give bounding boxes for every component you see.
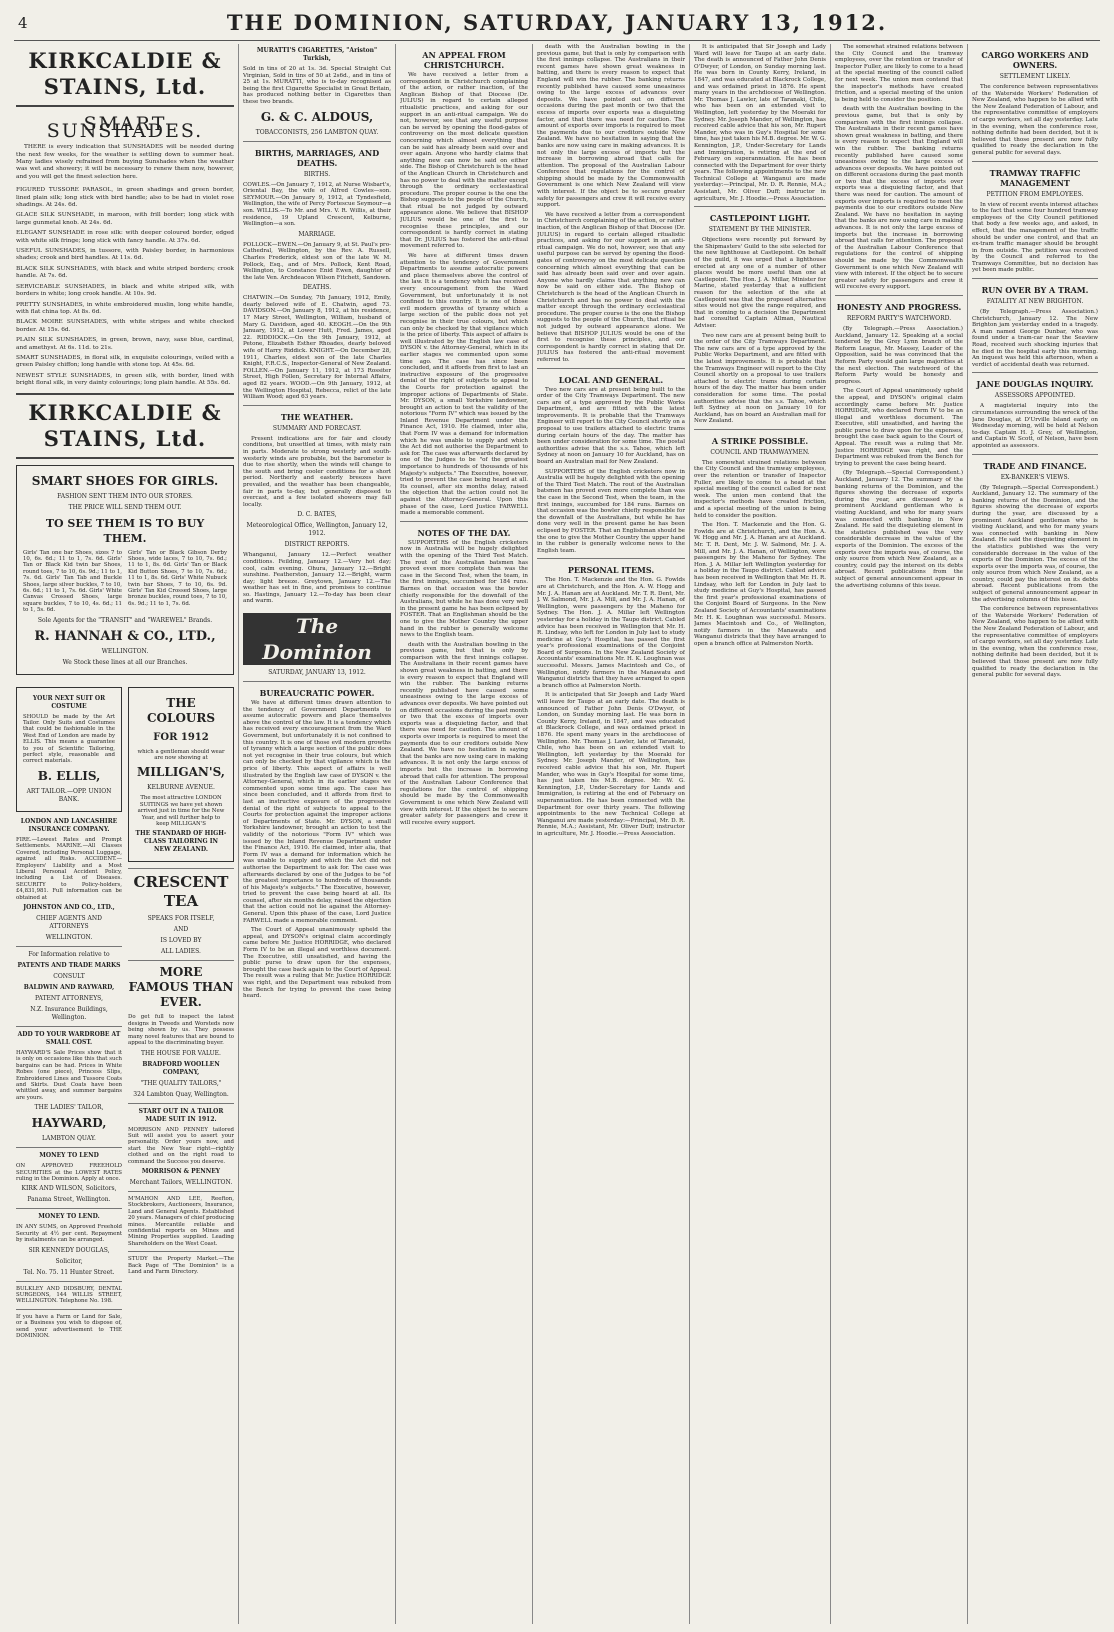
dominion-masthead: The Dominion bbox=[243, 613, 391, 665]
column-3: AN APPEAL FROM CHRISTCHURCH. We have received a letter from a correspondent in Christchurch complaining of the action, or rather inaction, of the Anglican Bishop of that Diocese (Dr. JULIUS) in regard to certain alleged ritualistic practices, and asking for our support in an anti-ritual campaign. We do not, however, see that any useful purpose can be served by opening the flood-gates of controversy on the most delicate question concerning which almost everything that can be said has already been said over and over again. Anyone who hardly claims that anything new can now be said on either side. The Bishop of Christchurch is the head of the Anglican Church in Christchurch and has no power to deal with the matter except through the ordinary ecclesiastical procedure. The proper course is the one the Bishop suggests to the people of the Church, that ritual be not judged by outward appearance alone. We believe that BISHOP JULIUS would be one of the first to recognise these principles, and our correspondent is hardly correct in stating that Dr. JULIUS has fostered the anti-ritual movement referred to. We have at different times drawn attention to the tendency of Government Departments to assume autocratic powers and place themselves above the control of the law. It is a tendency which has received every encouragement from the Ward Government, but unfortunately it is not confined to this country. It is one of those evil modern growths of tyranny which a large section of the public does not yet recognise in their true colours, but which can only be checked by that vigilance which is the price of liberty. This aspect of affairs is well illustrated by the English law case of DYSON v. the Attorney-General, which in its earlier stages we commented upon some time ago. The case has since been concluded, and it affords from first to last an instructive exposure of the progressive denial of the right of subjects to appeal to the Courts for protection against the improper actions of Departments of State. Mr. DYSON, a small Yorkshire landowner, brought an action to test the validity of the notorious "Form IV" which was issued by the Inland Revenue Department under the Finance Act, 1910. He claimed, inter alia, that Form IV was a demand for information which he was unable to supply and which the Act did not authorise the Department to ask for. The case was afterwards declared by one of the Judges to be "of the greatest importance to hundreds of thousands of his Majesty's subjects." The Executive, however, tried to prevent the case being heard at all. Its counsel, after six months delay, raised the objection that the action could not lie against the Attorney-General. Upon this phase of the case, Lord Justice FARWELL made a memorable comment. NOTES OF THE DAY. SUPPORTERS of the English cricketers now in Australia will be hugely delighted with the opening of the Third Test Match. The rout of the Australian batsmen has proved even more complete than was the case in the Second Test, when the team, in the first innings, succumbed for 184 runs. Barnes on that occasion was the bowler chiefly responsible for the downfall of the Australians, but while he has done very well in the present game he has been eclipsed by FOSTER. That an Englishman should be the one to give the Mother Country the upper hand in the rubber is generally welcome news to the English team. death with the Australian bowling in the previous game, but that is only by comparison with the first innings collapse. The Australians in their recent games have shown great weakness in batting, and there is every reason to expect that England will win the rubber. The banking returns recently published have caused some uneasiness owing to the large excess of advances over deposits. We have pointed out on different occasions during the past month or two that the excess of imports over exports was a disquieting factor, and that there was need for caution. The amount of exports over imports is required to meet the payments due to our creditors outside New Zealand. We have no hesitation in saying that the banks are now using care in making advances. It is not only the large excess of imports but the increase in borrowing abroad that calls for attention. The proposal of the Australian Labour Conference that regulations for the control of shipping should be made by the Commonwealth Government is one which New Zealand will view with interest. If the object be to secure greater safety for passengers and crew it will receive every support. bbox=[400, 50, 528, 826]
local-heading: LOCAL AND GENERAL. bbox=[558, 374, 664, 385]
column-divider bbox=[967, 44, 968, 1624]
sunshade-item: PLAIN SILK SUNSHADES, in green, brown, navy, saxe blue, cardinal, and amethyst. At 6s. 11d. to 21s. bbox=[16, 337, 234, 351]
patents-advert: For Information relative to PATENTS AND TRADE MARKS CONSULT BALDWIN AND RAYWARD, PATENT ATTORNEYS, N.Z. Insurance Buildings, Wellington. bbox=[17, 950, 121, 1021]
ellis-advert: YOUR NEXT SUIT OR COSTUME SHOULD be made by the Art Tailor. Only Suits and Costumes that could be fashionable in the West End of London are made by ELLIS. This means a guarantee to you of Scientific Tailoring, perfect style, reasonable and correct materials. B. ELLIS, ART TAILOR.—OPP. UNION BANK. bbox=[16, 687, 122, 812]
notes-heading: NOTES OF THE DAY. bbox=[417, 527, 511, 538]
shoes-right: Girls' Tan or Black Gibson Derby Shoes, wide laces, 7 to 10, 7s. 6d.; 11 to 1, 8s. 6d. Girls' Tan or Black Kid Button Shoes, 7 to 10, 7s. 6d.; 11 to 1, 8s. 6d. Girls' White Nubuck twin bar Shoes, 7 to 10, 6s. 9d. Girls' Tan Kid Crossed Shoes, large bronze buckles, round toes, 7 to 10, 6s. 9d.; 11 to 1, 7s. 6d. bbox=[128, 549, 227, 607]
sunshade-item: PRETTY SUNSHADES, in white embroidered muslin, long white handle, with flat china top. At 8s. 6d. bbox=[16, 301, 234, 315]
sunshades-intro: THERE is every indication that SUNSHADES will be needed during the next few weeks, for the weather is settling down to summer heat. Many ladies wisely refrained from buying Sunshades when the weather was wet and showery; it will be necessary to renew them now, however, and you will get the finest selection here. bbox=[16, 144, 234, 180]
colours-advert: THE COLOURS FOR 1912 which a gentleman should wear are now showing at MILLIGAN'S, KELBURNE AVENUE. The most attractive LONDON SUITINGS we have yet shown arrived just in time for the New Year, and will further help to keep MILLIGAN'S THE STANDARD OF HIGH-CLASS TAILORING IN NEW ZEALAND. bbox=[128, 687, 234, 863]
sunshades-heading: SMART SUNSHADES. bbox=[46, 113, 204, 142]
jane-douglas-heading: JANE DOUGLAS INQUIRY. bbox=[976, 379, 1094, 390]
honesty-heading: HONESTY AND PROGRESS. bbox=[836, 301, 962, 312]
page-number: 4 bbox=[18, 14, 28, 32]
trade-heading: TRADE AND FINANCE. bbox=[983, 460, 1087, 471]
muratti-advert: Sold in tins of 20 at 1s. 3d. Special Straight Cut Virginian, Sold in tins of 50 at 2s6d., and in tins of 25 at 1s. MURATTI, who is to-day recognised as being the first Cigarette Specialist in Great Britain, has produced nothing better in Cigarettes than these two brands. bbox=[243, 66, 391, 105]
masthead-rule bbox=[14, 40, 1100, 41]
column-divider bbox=[830, 44, 831, 1624]
sunshade-item: GLACE SILK SUNSHADE, in maroon, with frill border; long stick with large gunmetal knob. At 24s. 6d. bbox=[16, 212, 234, 226]
tram-accident-heading: RUN OVER BY A TRAM. bbox=[981, 285, 1089, 296]
shoes-heading: SMART SHOES FOR GIRLS. bbox=[31, 473, 219, 488]
column-divider bbox=[532, 44, 533, 1624]
shoes-advert: SMART SHOES FOR GIRLS. FASHION SENT THEM INTO OUR STORES. THE PRICE WILL SEND THEM OUT. TO SEE THEM IS TO BUY THEM. Girls' Tan one bar Shoes, sizes 7 to 10, 6s. 6d.; 11 to 1, 7s. 6d. Girls' Tan or Black Kid twin bar Shoes, round toes, 7 to 10, 6s. 9d.; 11 to 1, 7s. 6d. Girls' Tan Tab and Buckle Shoes, large silver buckles, 7 to 10, 6s. 6d.; 11 to 1, 7s. 6d. Girls' White Canvas Crossed Shoes, large square buckles, 7 to 10, 4s. 6d.; 11 to 1, 5s. 6d. Girls' Tan or Black Gibson Derby Shoes, wide laces, 7 to 10, 7s. 6d.; 11 to 1, 8s. 6d. Girls' Tan or Black Kid Button Shoes, 7 to 10, 7s. 6d.; 11 to 1, 8s. 6d. Girls' White Nubuck twin bar Shoes, 7 to 10, 6s. 9d. Girls' Tan Kid Crossed Shoes, large bronze buckles, round toes, 7 to 10, 6s. 9d.; 11 to 1, 7s. 6d. Sole Agents for the "TRANSIT" and "WAREWEL" Brands. R. HANNAH & CO., LTD., WELLINGTON. We Stock these lines at all our Branches. bbox=[16, 465, 234, 675]
leader-body: We have at different times drawn attention to the tendency of Government Departments to assume autocratic powers and place themselves above the control of the law. It is a tendency which has received every encouragement from the Ward Government, but unfortunately it is not confined to this country. It is one of those evil modern growths of tyranny which a large section of the public does not yet recognise in their true colours, but which can only be checked by that vigilance which is the price of liberty. This aspect of affairs is well illustrated by the English law case of DYSON v. the Attorney-General, which in its earlier stages we commented upon some time ago. The case has since been concluded, and it affords from first to last an instructive exposure of the progressive denial of the right of subjects to appeal to the Courts for protection against the improper actions of Departments of State. Mr. DYSON, a small Yorkshire landowner, brought an action to test the validity of the notorious "Form IV" which was issued by the Inland Revenue Department under the Finance Act, 1910. He claimed, inter alia, that Form IV was a demand for information which he was unable to supply and which the Act did not authorise the Department to ask for. The case was afterwards declared by one of the Judges to be "of the greatest importance to hundreds of thousands of his Majesty's subjects." The Executive, however, tried to prevent the case being heard at all. Its counsel, after six months delay, raised the objection that the action could not lie against the Attorney-General. Upon this phase of the case, Lord Justice FARWELL made a memorable comment. bbox=[243, 700, 391, 924]
weather-heading: THE WEATHER. bbox=[280, 411, 354, 422]
kirkcaldie-heading: KIRKCALDIE & STAINS, Ltd. bbox=[28, 48, 222, 99]
sunshade-item: BLACK SILK SUNSHADES, with black and white striped borders; crook handle. At 7s. 6d. bbox=[16, 265, 234, 280]
bradford-advert: MORE FAMOUS THAN EVER. Do get full to inspect the latest designs in Tweeds and Worsteds now being shown by us. They possess many novel features that are bound to appeal to the discriminating buyer. THE HOUSE FOR VALUE. BRADFORD WOOLLEN COMPANY, "THE QUALITY TAILORS," 324 Lambton Quay, Wellington. bbox=[128, 965, 234, 1098]
hayward-advert: ADD TO YOUR WARDROBE AT SMALL COST. HAYWARD'S Sale Prices show that it is only on occasions like this that such bargains can be had. Prices in White Robes (one piece), Princess Slips, Embroidered Lines and Tussore Coats and Skirts. Dust Coats have been whittled away, and summer bargains are yours. THE LADIES' TAILOR, HAYWARD, LAMBTON QUAY. bbox=[16, 1030, 122, 1143]
column-2: MURATTI'S CIGARETTES, "Ariston" Turkish, Sold in tins of 20 at 1s. 3d. Special Straight Cut Virginian, Sold in tins of 50 at 2s6d., and in tins of 25 at 1s. MURATTI, who is to-day recognised as being the first Cigarette Specialist in Great Britain, has produced nothing better in Cigarettes than these two brands. G. & C. ALDOUS, TOBACCONISTS, 256 LAMBTON QUAY. BIRTHS, MARRIAGES, AND DEATHS. BIRTHS. COWLES.—On January 7, 1912, at Nurse Wisbart's, Oriental Bay, the wife of Alfred Cowles—son. SEYMOUR.—On January 9, 1912, at Tyndesfield, Wellington, the wife of Percy Fortescue Seymour—a son. WILLIS.—To Mr. and Mrs. V. R. Willis, at their residence, 19 Upland Crescent, Kelburne, Wellington—a son. MARRIAGE. POLLOCK—EWEN.—On January 9, at St. Paul's pro-Cathedral, Wellington, by the Rev. A. Russell, Charles Frederick, eldest son of the late W. M. Pollock, Esq., and of Mrs. Pollock, Kent Road, Wellington, to Constance Enid Ewen, daughter of the late Ven. Archdeacon Wilson Fitchett, Sandown. DEATHS. CHATWIN.—On Sunday, 7th January, 1912, Emily, dearly beloved wife of E. Chatwin, aged 73. DAVIDSON.—On January 8, 1912, at his residence, 17 Mary Street, Wellington, William, husband of Mary G. Davidson, aged 40. KEOGH.—On the 9th January, 1912, at Lower Hutt, Fred. James, aged 22. RIDDIOCK.—On the 9th January, 1912, at Petone, Elizabeth Esther Rhoades, dearly beloved wife of Harry Riddick. KNIGHT.—On December 28, 1911, Charles, eldest son of the late Charles Knight, F.R.C.S., Inspector-General of New Zealand. FOLLEN.—On January 11, 1912, at 173 Rossiter Street, High Follen, Secretary for Internal Affairs, aged 82 years. WOOD.—On 9th January, 1912, at the Wellington Hospital, Rebecca, relict of the late William Wood; aged 63 years. THE WEATHER. SUMMARY AND FORECAST. Present indications are for fair and cloudy conditions, but unsettled at times, with misty rain in parts. Moderate to strong westerly and south-westerly winds are probable, but the barometer is due to rise shortly, when the winds will change to the south and bring cooler conditions for a short period. Northerly and easterly breezes have prevailed, and the weather has been changeable, fair in parts to-day, but generally disposed to overcast, and a few isolated showers may fall locally. D. C. BATES, Meteorological Office, Wellington, January 12, 1912. DISTRICT REPORTS. Whanganui, January 12.—Perfect weather conditions. Feilding, January 12.—Very hot day; cool, calm evening. Ohura, January 12.—Bright sunshine. Featherston, January 12.—Bright, warm day; light breeze. Greytown, January 12.—The weather has set in fine, and promises to continue so. Hastings, January 12.—To-day has been clear and warm. The Dominion SATURDAY, JANUARY 13, 1912. BUREAUCRATIC POWER. We have at different times drawn attention to the tendency of Government Departments to assume autocratic powers and place themselves above the control of the law. It is a tendency which has received every encouragement from the Ward Government, but unfortunately it is not confined to this country. It is one of those evil modern growths of tyranny which a large section of the public does not yet recognise in their true colours, but which can only be checked by that vigilance which is the price of liberty. This aspect of affairs is well illustrated by the English law case of DYSON v. the Attorney-General, which in its earlier stages we commented upon some time ago. The case has since been concluded, and it affords from first to last an instructive exposure of the progressive denial of the right of subjects to appeal to the Courts for protection against the improper actions of Departments of State. Mr. DYSON, a small Yorkshire landowner, brought an action to test the validity of the notorious "Form IV" which was issued by the Inland Revenue Department under the Finance Act, 1910. He claimed, inter alia, that Form IV was a demand for information which he was unable to supply and which the Act did not authorise the Department to ask for. The case was afterwards declared by one of the Judges to be "of the greatest importance to hundreds of thousands of his Majesty's subjects." The Executive, however, tried to prevent the case being heard at all. Its counsel, after six months delay, raised the objection that the action could not lie against the Attorney-General. Upon this phase of the case, Lord Justice FARWELL made a memorable comment. The Court of Appeal unanimously upheld the appeal, and DYSON's original claim accordingly came before Mr. Justice HORRIDGE, who declared Form IV to be an illegal and worthless document. The Executive, still unsatisfied, and having the public purse to draw upon for the expenses, brought the case back again to the Court of Appeal. The result was a ruling that Mr. Justice HORRIDGE was right, and the Department was rebuked from the Bench for trying to prevent the case being heard. bbox=[243, 47, 391, 1000]
tramway-heading: TRAMWAY TRAFFIC MANAGEMENT bbox=[989, 167, 1081, 188]
insurance-advert: LONDON AND LANCASHIRE INSURANCE COMPANY. FIRE.—Lowest Rates and Prompt Settlements. MARINE.—All Classes Covered, including Personal Luggage, against all Risks. ACCIDENT.—Employers' Liability and a Most Liberal Personal Accident Policy, including a List of Diseases. SECURITY to Policy-holders, £4,831,981. Full information can be obtained at JOHNSTON AND CO., LTD., CHIEF AGENTS AND ATTORNEYS WELLINGTON. bbox=[16, 817, 122, 941]
column-6: The somewhat strained relations between the City Council and the tramway employees, over the retention or transfer of Inspector Fuller, are likely to come to a head at the special meeting of the council called for next week. The union men contend that the inspector's methods have created friction, and a special meeting of the union is being held to consider the position. death with the Australian bowling in the previous game, but that is only by comparison with the first innings collapse. The Australians in their recent games have shown great weakness in batting, and there is every reason to expect that England will win the rubber. The banking returns recently published have caused some uneasiness owing to the large excess of advances over deposits. We have pointed out on different occasions during the past month or two that the excess of imports over exports was a disquieting factor, and that there was need for caution. The amount of exports over imports is required to meet the payments due to our creditors outside New Zealand. We have no hesitation in saying that the banks are now using care in making advances. It is not only the large excess of imports but the increase in borrowing abroad that calls for attention. The proposal of the Australian Labour Conference that regulations for the control of shipping should be made by the Commonwealth Government is one which New Zealand will view with interest. If the object be to secure greater safety for passengers and crew it will receive every support. HONESTY AND PROGRESS. REFORM PARTY'S WATCHWORD. (By Telegraph.—Press Association.) Auckland, January 12. Speaking at a social tendered by the Grey Lynn branch of the Reform League, Mr. Massey, Leader of the Opposition, said he was convinced that the Reform Party would gain large majorities at the next election. The watchword of the Reform Party would be honesty and progress. The Court of Appeal unanimously upheld the appeal, and DYSON's original claim accordingly came before Mr. Justice HORRIDGE, who declared Form IV to be an illegal and worthless document. The Executive, still unsatisfied, and having the public purse to draw upon for the expenses, brought the case back again to the Court of Appeal. The result was a ruling that Mr. Justice HORRIDGE was right, and the Department was rebuked from the Bench for trying to prevent the case being heard. (By Telegraph.—Special Correspondent.) Auckland, January 12. The summary of the banking returns of the Dominion, and the figures showing the decrease of exports during the year, are discussed by a prominent Auckland gentleman who is visiting Auckland, and who for many years was connected with banking in New Zealand. He said the disquieting element in the statistics published was the very considerable decrease in the value of the exports of the Dominion. The excess of the exports over the imports was, of course, the only source from which New Zealand, as a country, could pay the interest on its debts abroad. Recent publications from the subject of general announcement appear in the advertising columns of this issue. bbox=[835, 44, 963, 589]
sunshade-item: SMART SUNSHADES, in floral silk, in exquisite colourings, veiled with a green Paisley chiffon; long handle with stone top. At 45s. 6d. bbox=[16, 354, 234, 369]
masthead bbox=[0, 0, 1114, 40]
sunshade-item: USEFUL SUNSHADES, in tussore, with Paisley border, in harmonious shades; crook and bird handles. At 11s. 6d. bbox=[16, 248, 234, 262]
appeal-heading: AN APPEAL FROM CHRISTCHURCH. bbox=[422, 50, 506, 70]
personal-heading: PERSONAL ITEMS. bbox=[567, 565, 655, 576]
castlepoint-heading: CASTLEPOINT LIGHT. bbox=[709, 213, 811, 224]
sunshade-item: FIGURED TUSSORE PARASOL, in green shadings and green border, lined plain silk; long stick with bird handle; also to be had in violet rose shadings. At 24s. 6d. bbox=[16, 187, 234, 209]
column-1 bbox=[16, 44, 234, 1624]
leader-heading: BUREAUCRATIC POWER. bbox=[259, 688, 375, 699]
column-7: CARGO WORKERS AND OWNERS. SETTLEMENT LIKELY. The conference between representatives of the Waterside Workers' Federation of New Zealand, who happen to be allied with the New Zealand Federation of Labour, and the representative committee of employers of cargo workers, set all day yesterday. Late in the evening, when the conference rose, nothing definite had been decided, but it is believed that those present are now fully qualified to ready the declaration in the general public for several days. TRAMWAY TRAFFIC MANAGEMENT PETITION FROM EMPLOYEES. In view of recent events interest attaches to the fact that some four hundred tramway employees of the City Council petitioned that body a few weeks ago, and asked, in effect, that the management of the traffic should be under one control, and that an ex-tram traffic manager should be brought in from outside. The petition was received by the Council and referred to the Tramways Committee, but no decision has yet been made public. RUN OVER BY A TRAM. FATALITY AT NEW BRIGHTON. (By Telegraph.—Press Association.) Christchurch, January 12. The New Brighton jam yesterday ended in a tragedy. A man named George Dunbar, who was found under a tram-car near the Seaview Road, received such shocking injuries that he died in the hospital early this morning. An inquest was held this afternoon, when a verdict of accidental death was returned. JANE DOUGLAS INQUIRY. ASSESSORS APPOINTED. A magisterial inquiry into the circumstances surrounding the wreck of the Jane Douglas, at D'Urville Island early on Wednesday morning, will be held at Nelson to-day. Captain H. J. Grey, of Wellington, and Captain W. Scott, of Nelson, have been appointed as assessors. TRADE AND FINANCE. EX-BANKER'S VIEWS. (By Telegraph.—Special Correspondent.) Auckland, January 12. The summary of the banking returns of the Dominion, and the figures showing the decrease of exports during the year, are discussed by a prominent Auckland gentleman who is visiting Auckland, and who for many years was connected with banking in New Zealand. He said the disquieting element in the statistics published was the very considerable decrease in the value of the exports of the Dominion. The excess of the exports over the imports was, of course, the only source from which New Zealand, as a country, could pay the interest on its debts abroad. Recent publications from the subject of general announcement appear in the advertising columns of this issue. The conference between representatives of the Waterside Workers' Federation of New Zealand, who happen to be allied with the New Zealand Federation of Labour, and the representative committee of employers of cargo workers, set all day yesterday. Late in the evening, when the conference rose, nothing definite had been decided, but it is believed that those present are now fully qualified to ready the declaration in the general public for several days. bbox=[972, 50, 1098, 679]
column-4: death with the Australian bowling in the previous game, but that is only by comparison with the first innings collapse. The Australians in their recent games have shown great weakness in batting, and there is every reason to expect that England will win the rubber. The banking returns recently published have caused some uneasiness owing to the large excess of advances over deposits. We have pointed out on different occasions during the past month or two that the excess of imports over exports was a disquieting factor, and that there was need for caution. The amount of exports over imports is required to meet the payments due to our creditors outside New Zealand. We have no hesitation in saying that the banks are now using care in making advances. It is not only the large excess of imports but the increase in borrowing abroad that calls for attention. The proposal of the Australian Labour Conference that regulations for the control of shipping should be made by the Commonwealth Government is one which New Zealand will view with interest. If the object be to secure greater safety for passengers and crew it will receive every support. We have received a letter from a correspondent in Christchurch complaining of the action, or rather inaction, of the Anglican Bishop of that Diocese (Dr. JULIUS) in regard to certain alleged ritualistic practices, and asking for our support in an anti-ritual campaign. We do not, however, see that any useful purpose can be served by opening the flood-gates of controversy on the most delicate question concerning which almost everything that can be said has already been said over and over again. Anyone who hardly claims that anything new can now be said on either side. The Bishop of Christchurch is the head of the Anglican Church in Christchurch and has no power to deal with the matter except through the ordinary ecclesiastical procedure. The proper course is the one the Bishop suggests to the people of the Church, that ritual be not judged by outward appearance alone. We believe that BISHOP JULIUS would be one of the first to recognise these principles, and our correspondent is hardly correct in stating that Dr. JULIUS has fostered the anti-ritual movement referred to. LOCAL AND GENERAL. Two new cars are at present being built to the order of the City Tramways Department. The new cars are of a type approved by the Public Works Department, and are fitted with the latest improvements. It is probable that the Tramways Engineer will report to the City Council shortly on a proposal to use trailers attached to electric trams during certain hours of the day. The matter has been under consideration for some time. The postal authorities advise that the s.s. Tahoe, which left Sydney at noon on January 10 for Auckland, has on board an Australian mail for New Zealand. SUPPORTERS of the English cricketers now in Australia will be hugely delighted with the opening of the Third Test Match. The rout of the Australian batsmen has proved even more complete than was the case in the Second Test, when the team, in the first innings, succumbed for 184 runs. Barnes on that occasion was the bowler chiefly responsible for the downfall of the Australians, but while he has done very well in the present game he has been eclipsed by FOSTER. That an Englishman should be the one to give the Mother Country the upper hand in the rubber is generally welcome news to the English team. PERSONAL ITEMS. The Hon. T. Mackenzie and the Hon. G. Fowlds are at Christchurch, and the Hon. A. W. Hogg and Mr. J. A. Hanan are at Auckland. Mr. T. R. Dent, Mr. J. W. Salmond, Mr. J. A. Mill, and Mr. J. A. Hanan, of Wellington, were passengers by the Maheno for Sydney. The Hon. J. A. Millar left Wellington yesterday for a holiday in the Taupo district. Cabled advice has been received in Wellington that Mr. H. R. Lindsay, who left for London in July last to study medicine at Guy's Hospital, has passed the first year's professional examinations of the Conjoint Board of Surgeons. In the New Zealand Society of Accountants' examinations Mr. H. K. Loughnan was successful. Messrs. James Macintosh and Co., of Wellington, notify farmers in the Manawatu and Wanganui districts that they have arranged to open a branch office at Palmerston North. It is anticipated that Sir Joseph and Lady Ward will leave for Taupo at an early date. The death is announced of Father John Denis O'Dwyer, of London, on Sunday morning last. He was born in County Kerry, Ireland, in 1847, and was educated at Blackrock College, and was ordained priest in 1876. He spent many years in the archdiocese of Wellington. Mr. Thomas J. Lawler, late of Taranaki, Chile, who has been on an extended visit to Wellington, left yesterday by the Moeraki for Sydney. Mr. Joseph Mander, of Wellington, has received cable advice that his son, Mr. Rupert Mander, who was in Guy's Hospital for some time, has just taken his M.B. degree. Mr. W. G. Kennington, J.P., Under-Secretary for Lands and Immigration, is retiring at the end of February on superannuation. He has been connected with the Department for over thirty years. The following appointments to the new Technical College at Wanganui are made yesterday:—Principal, Mr. D. R. Rennie, M.A.; Assistant, Mr. Oliver Duff; instructor in agriculture, Mr. J. Hoodie.—Press Association. bbox=[537, 44, 685, 837]
sunshade-item: NEWEST STYLE SUNSHADES, in green silk, with border, lined with bright floral silk, in very dainty colourings; long plain handle. At 55s. 6d. bbox=[16, 372, 234, 387]
sunshade-item: SERVICEABLE SUNSHADES, in black and white striped silk, with borders in white; long crook handle. At 10s. 9d. bbox=[16, 283, 234, 298]
morrison-advert: START OUT IN A TAILOR MADE SUIT IN 1912. MORRISON AND PENNEY tailored Suit will assist you to assert your personality. Order yours now, and start the New Year right—rightly clothed and on the right road to command the Success you deserve. MORRISON & PENNEY Merchant Tailors, WELLINGTON. M'MAHON AND LEE, Reefton, Stockbrokers, Auctioneers, Insurance, Land and General Agents. Established 20 years. Managers of chief producing mines. Mercantile reliable and confidential reports on Mines and Mining Properties supplied. Leading Shareholders on the West Coast. STUDY the Property Market.—The Back Page of "The Dominion" is a Land and Farm Directory. bbox=[128, 1107, 234, 1275]
money-advert: MONEY TO LEND ON APPROVED FREEHOLD SECURITIES at the LOWEST RATES ruling in the Dominion. Apply at once. KIRK AND WILSON, Solicitors, Panama Street, Wellington. MONEY TO LEND. IN ANY SUMS, on Approved Freehold Security at 4½ per cent. Repayment by instalments can be arranged. SIR KENNEDY DOUGLAS, Solicitor, Tel. No. 75. 11 Hunter Street. BULKLEY AND DIDSBURY, DENTAL SURGEONS, 144 WILLIS STREET, WELLINGTON. Telephone No. 198. If you have a Farm or Land for Sale, or a Business you wish to dispose of, send your advertisement to THE DOMINION. bbox=[16, 1152, 122, 1340]
aldous-firm: G. & C. ALDOUS, bbox=[260, 109, 374, 124]
column-5: It is anticipated that Sir Joseph and Lady Ward will leave for Taupo at an early date. The death is announced of Father John Denis O'Dwyer, of London, on Sunday morning last. He was born in County Kerry, Ireland, in 1847, and was educated at Blackrock College, and was ordained priest in 1876. He spent many years in the archdiocese of Wellington. Mr. Thomas J. Lawler, late of Taranaki, Chile, who has been on an extended visit to Wellington, left yesterday by the Moeraki for Sydney. Mr. Joseph Mander, of Wellington, has received cable advice that his son, Mr. Rupert Mander, who was in Guy's Hospital for some time, has just taken his M.B. degree. Mr. W. G. Kennington, J.P., Under-Secretary for Lands and Immigration, is retiring at the end of February on superannuation. He has been connected with the Department for over thirty years. The following appointments to the new Technical College at Wanganui are made yesterday:—Principal, Mr. D. R. Rennie, M.A.; Assistant, Mr. Oliver Duff; instructor in agriculture, Mr. J. Hoodie.—Press Association. CASTLEPOINT LIGHT. STATEMENT BY THE MINISTER. Objections were recently put forward by the Shipmasters' Guild to the site selected for the new lighthouse at Castlepoint. On behalf of the guild, it was urged that a lighthouse erected at any one of a number of other places would be more useful than one at Castlepoint. The Hon. J. A. Millar, Minister for Marine, stated yesterday that a sufficient reason for the selection of the site at Castlepoint was that the proposed alternative sites would not give the range required, and that in coming to a decision the Department had consulted Captain Allman, Nautical Adviser. Two new cars are at present being built to the order of the City Tramways Department. The new cars are of a type approved by the Public Works Department, and are fitted with the latest improvements. It is probable that the Tramways Engineer will report to the City Council shortly on a proposal to use trailers attached to electric trams during certain hours of the day. The matter has been under consideration for some time. The postal authorities advise that the s.s. Tahoe, which left Sydney at noon on January 10 for Auckland, has on board an Australian mail for New Zealand. A STRIKE POSSIBLE. COUNCIL AND TRAMWAYMEN. The somewhat strained relations between the City Council and the tramway employees, over the retention or transfer of Inspector Fuller, are likely to come to a head at the special meeting of the council called for next week. The union men contend that the inspector's methods have created friction, and a special meeting of the union is being held to consider the position. The Hon. T. Mackenzie and the Hon. G. Fowlds are at Christchurch, and the Hon. A. W. Hogg and Mr. J. A. Hanan are at Auckland. Mr. T. R. Dent, Mr. J. W. Salmond, Mr. J. A. Mill, and Mr. J. A. Hanan, of Wellington, were passengers by the Maheno for Sydney. The Hon. J. A. Millar left Wellington yesterday for a holiday in the Taupo district. Cabled advice has been received in Wellington that Mr. H. R. Lindsay, who left for London in July last to study medicine at Guy's Hospital, has passed the first year's professional examinations of the Conjoint Board of Surgeons. In the New Zealand Society of Accountants' examinations Mr. H. K. Loughnan was successful. Messrs. James Macintosh and Co., of Wellington, notify farmers in the Manawatu and Wanganui districts that they have arranged to open a branch office at Palmerston North. bbox=[694, 44, 826, 647]
sunshade-item: BLACK MOIRE SUNSHADES, with white stripes and white checked border. At 15s. 6d. bbox=[16, 319, 234, 333]
sunshade-item: ELEGANT SUNSHADE in rose silk: with deeper coloured border, edged with white silk fringe; long stick with fancy handle. At 37s. 6d. bbox=[16, 230, 234, 244]
kirkcaldie-heading-2: KIRKCALDIE & STAINS, Ltd. bbox=[28, 399, 222, 451]
column-divider bbox=[689, 44, 690, 1624]
cargo-heading: CARGO WORKERS AND OWNERS. bbox=[981, 50, 1089, 70]
hannah-firm: R. HANNAH & CO., LTD., bbox=[34, 628, 216, 644]
shoes-left: Girls' Tan one bar Shoes, sizes 7 to 10, 6s. 6d.; 11 to 1, 7s. 6d. Girls' Tan or Black Kid twin bar Shoes, round toes, 7 to 10, 6s. 9d.; 11 to 1, 7s. 6d. Girls' Tan Tab and Buckle Shoes, large silver buckles, 7 to 10, 6s. 6d.; 11 to 1, 7s. 6d. Girls' White Canvas Crossed Shoes, large square buckles, 7 to 10, 4s. 6d.; 11 to 1, 5s. 6d. bbox=[23, 549, 122, 614]
column-divider bbox=[395, 44, 396, 1624]
crescent-advert: CRESCENT TEA SPEAKS FOR ITSELF, AND IS LOVED BY ALL LADIES. bbox=[133, 873, 229, 956]
strike-heading: A STRIKE POSSIBLE. bbox=[711, 435, 809, 446]
bmd-heading: BIRTHS, MARRIAGES, AND DEATHS. bbox=[254, 147, 380, 168]
column-divider bbox=[238, 44, 239, 1624]
newspaper-title: THE DOMINION, SATURDAY, JANUARY 13, 1912. bbox=[226, 10, 888, 35]
